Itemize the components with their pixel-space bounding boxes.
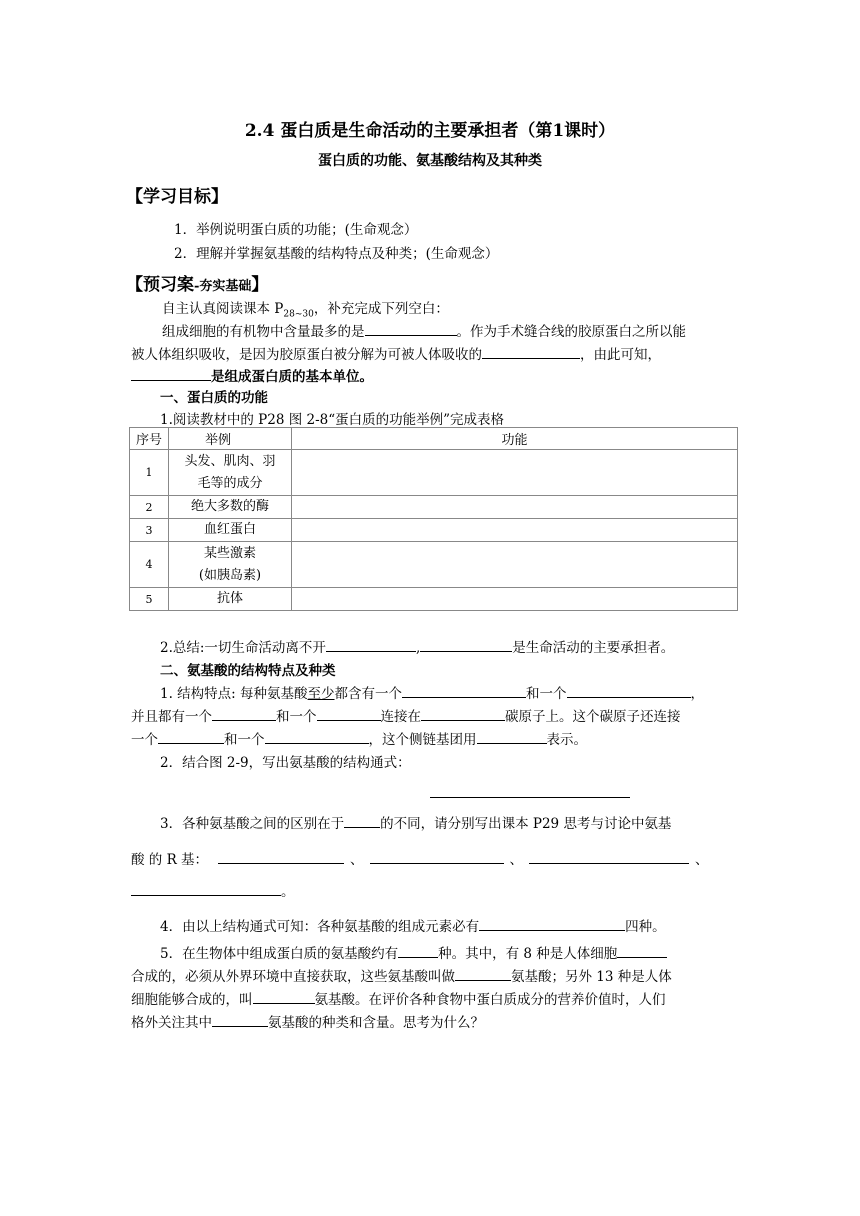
row-example: 抗体 bbox=[169, 588, 292, 611]
q5-line1: 5．在生物体中组成蛋白质的氨基酸约有 种。其中，有 8 种是人体细胞 bbox=[160, 942, 667, 962]
fill-blank[interactable] bbox=[477, 730, 547, 744]
row-number: 3 bbox=[130, 519, 169, 542]
fill-blank[interactable] bbox=[265, 730, 369, 744]
fill-blank[interactable] bbox=[398, 944, 438, 958]
q3-line2: 酸 的 R 基： 、 、 、 bbox=[131, 852, 709, 868]
section1-heading: 一、蛋白质的功能 bbox=[160, 390, 268, 406]
fill-blank[interactable] bbox=[420, 638, 512, 652]
page-subtitle: 蛋白质的功能、氨基酸结构及其种类 bbox=[318, 153, 542, 169]
preview-para-line2: 被人体组织吸收，是因为胶原蛋白被分解为可被人体吸收的 ，由此可知， bbox=[131, 347, 661, 363]
fill-blank[interactable] bbox=[402, 684, 526, 698]
fill-blank[interactable] bbox=[421, 707, 505, 721]
fill-blank[interactable] bbox=[344, 814, 380, 828]
preview-heading: 【预习案-夯实基础】 bbox=[126, 275, 269, 295]
row-function-cell[interactable] bbox=[292, 588, 738, 611]
q4-text: 4．由以上结构通式可知：各种氨基酸的组成元素必有 四种。 bbox=[160, 919, 666, 935]
row-number: 4 bbox=[130, 542, 169, 588]
goal-item-2: 2．理解并掌握氨基酸的结构特点及种类；(生命观念） bbox=[174, 246, 499, 262]
fill-blank[interactable] bbox=[253, 990, 315, 1004]
fill-blank[interactable] bbox=[529, 850, 689, 864]
row-function-cell[interactable] bbox=[292, 496, 738, 519]
table-header-row bbox=[130, 428, 738, 450]
section1-summary: 2.总结:一切生命活动离不开 , 是生命活动的主要承担者。 bbox=[160, 640, 675, 656]
table-row bbox=[130, 519, 738, 542]
table-header-function: 功能 bbox=[292, 428, 738, 450]
row-example: 血红蛋白 bbox=[169, 519, 292, 542]
table-row bbox=[130, 588, 738, 611]
fill-blank[interactable] bbox=[158, 730, 224, 744]
row-example: 绝大多数的酶 bbox=[169, 496, 292, 519]
q5-line4: 格外关注其中 氨基酸的种类和含量。思考为什么？ bbox=[131, 1015, 484, 1031]
fill-blank[interactable] bbox=[131, 367, 211, 381]
fill-blank[interactable] bbox=[326, 638, 416, 652]
section1-task: 1.阅读教材中的 P28 图 2-8“蛋白质的功能举例”完成表格 bbox=[160, 412, 505, 428]
page-title: 2.4 蛋白质是生命活动的主要承担者（第1课时） bbox=[244, 121, 616, 141]
row-example: 头发、肌肉、羽 毛等的成分 bbox=[169, 450, 292, 496]
q5-line2: 合成的，必须从外界环境中直接获取，这些氨基酸叫做 氨基酸；另外 13 种是人体 bbox=[131, 969, 672, 985]
fill-blank[interactable] bbox=[212, 707, 276, 721]
formula-answer-line[interactable] bbox=[430, 797, 630, 798]
preview-para-line1: 组成细胞的有机物中含量最多的是 。作为手术缝合线的胶原蛋白之所以能 bbox=[162, 324, 686, 340]
q1-line2: 并且都有一个 和一个 连接在 碳原子上。这个碳原子还连接 bbox=[131, 709, 681, 725]
row-function-cell[interactable] bbox=[292, 519, 738, 542]
fill-blank[interactable] bbox=[455, 967, 511, 981]
row-number: 5 bbox=[130, 588, 169, 611]
q3-line3: 。 bbox=[131, 880, 295, 900]
table-header-example: 举例 bbox=[169, 428, 292, 450]
q5-line3: 细胞能够合成的，叫 氨基酸。在评价各种食物中蛋白质成分的营养价值时，人们 bbox=[131, 992, 666, 1008]
fill-blank[interactable] bbox=[218, 850, 344, 864]
fill-blank[interactable] bbox=[482, 345, 580, 359]
preview-intro: 自主认真阅读课本 $P_{28\sim 30}$，补充完成下列空白： bbox=[162, 301, 449, 320]
section2-heading: 二、氨基酸的结构特点及种类 bbox=[160, 663, 336, 679]
table-header-no: 序号 bbox=[130, 428, 169, 450]
goals-heading: 【学习目标】 bbox=[126, 187, 228, 207]
fill-blank[interactable] bbox=[370, 850, 504, 864]
q1-line3: 一个 和一个 ，这个侧链基团用 表示。 bbox=[131, 732, 587, 748]
row-number: 1 bbox=[130, 450, 169, 496]
row-function-cell[interactable] bbox=[292, 450, 738, 496]
q2-text: 2．结合图 2-9，写出氨基酸的结构通式： bbox=[160, 755, 411, 771]
table-row bbox=[130, 542, 738, 588]
fill-blank[interactable] bbox=[317, 707, 381, 721]
table-row bbox=[130, 450, 738, 496]
row-number: 2 bbox=[130, 496, 169, 519]
table-row bbox=[130, 496, 738, 519]
function-table bbox=[129, 427, 738, 611]
fill-blank[interactable] bbox=[365, 322, 457, 336]
fill-blank[interactable] bbox=[479, 917, 625, 931]
row-example: 某些激素 (如胰岛素) bbox=[169, 542, 292, 588]
fill-blank[interactable] bbox=[617, 944, 667, 958]
preview-para-line3: 是组成蛋白质的基本单位。 bbox=[131, 365, 373, 385]
fill-blank[interactable] bbox=[131, 882, 281, 896]
fill-blank[interactable] bbox=[212, 1013, 268, 1027]
q1-line1: 1. 结构特点: 每种氨基酸至少都含有一个 和一个 ， bbox=[160, 686, 705, 702]
goal-item-1: 1．举例说明蛋白质的功能；(生命观念） bbox=[174, 222, 418, 238]
fill-blank[interactable] bbox=[567, 684, 691, 698]
q3-line1: 3．各种氨基酸之间的区别在于 的不同，请分别写出课本 P29 思考与讨论中氨基 bbox=[160, 816, 672, 832]
row-function-cell[interactable] bbox=[292, 542, 738, 588]
